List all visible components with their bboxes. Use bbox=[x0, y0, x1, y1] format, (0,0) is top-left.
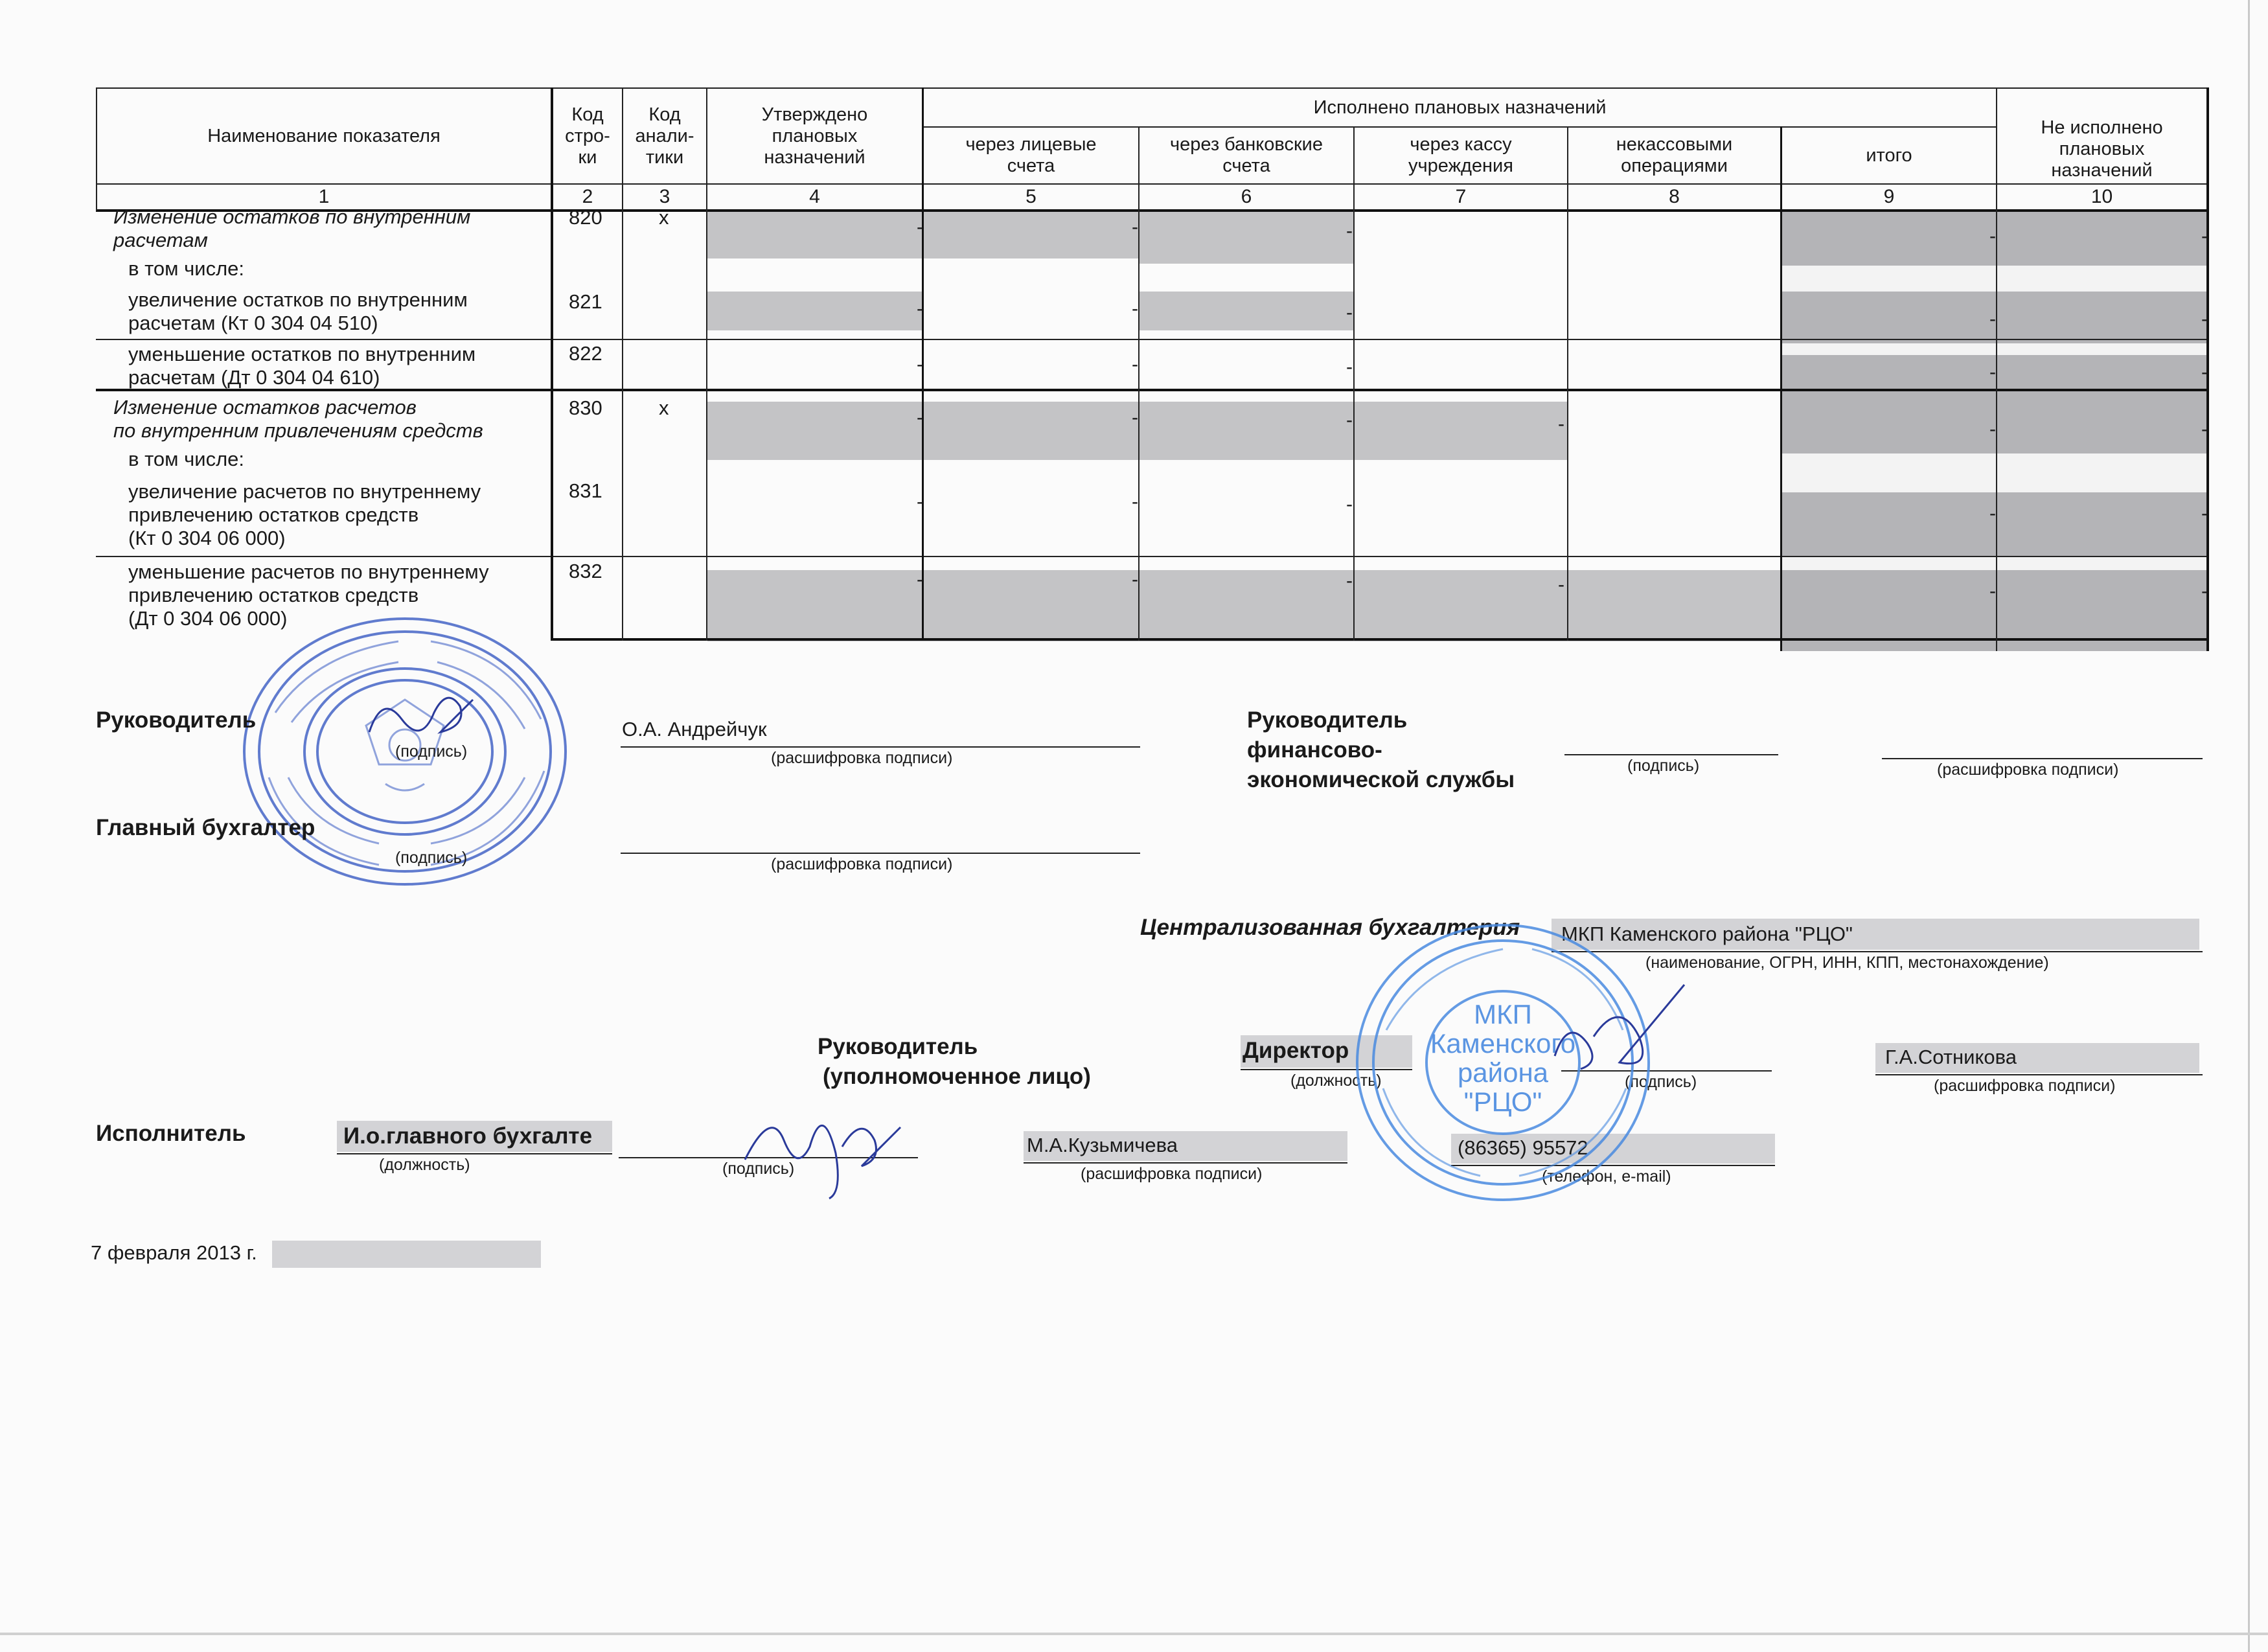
dash-value: - bbox=[2201, 361, 2208, 383]
row-label: Изменение остатков по внутренним bbox=[113, 205, 471, 228]
director-position: Директор bbox=[1243, 1038, 1349, 1063]
col-number: 5 bbox=[1025, 186, 1037, 207]
gap bbox=[1781, 343, 2208, 355]
head-decoding-caption: (расшифровка подписи) bbox=[771, 749, 953, 767]
row-code: 830 bbox=[569, 396, 602, 419]
head-name: О.А. Андрейчук bbox=[622, 718, 767, 740]
col-number: 2 bbox=[582, 186, 593, 207]
col-number: 9 bbox=[1883, 186, 1895, 207]
director-position-caption: (должность) bbox=[1290, 1072, 1382, 1090]
row-label: уменьшение остатков по внутренним bbox=[128, 343, 476, 365]
executor-signature bbox=[732, 1088, 913, 1205]
header-total: итого bbox=[1866, 144, 1912, 166]
underline bbox=[621, 746, 1140, 748]
underline bbox=[1564, 754, 1778, 755]
director-decoding-caption: (расшифровка подписи) bbox=[1934, 1077, 2116, 1095]
col-number: 8 bbox=[1669, 186, 1680, 207]
col-number: 3 bbox=[659, 186, 670, 207]
gap bbox=[1781, 453, 2208, 492]
dash-value: - bbox=[917, 569, 923, 590]
dash-value: - bbox=[1558, 574, 1564, 595]
row-analytic: x bbox=[659, 396, 669, 419]
row-label: в том числе: bbox=[128, 448, 245, 470]
page-edge bbox=[2248, 0, 2250, 1652]
dash-value: - bbox=[1132, 298, 1138, 319]
shade bbox=[1139, 292, 1354, 330]
col-number: 4 bbox=[809, 186, 820, 207]
shade bbox=[923, 402, 1139, 460]
dash-value: - bbox=[917, 216, 923, 238]
rule bbox=[96, 339, 2209, 340]
underline bbox=[1875, 1074, 2203, 1075]
header-via-bank: через банковские счета bbox=[1169, 134, 1323, 176]
shade bbox=[1354, 570, 1568, 641]
row-label: увеличение расчетов по внутреннему bbox=[128, 480, 481, 503]
row-code: 821 bbox=[569, 290, 602, 313]
dash-value: - bbox=[1346, 302, 1353, 323]
dash-value: - bbox=[1989, 361, 1996, 383]
dash-value: - bbox=[1989, 225, 1996, 247]
row-label: привлечению остатков средств bbox=[128, 503, 419, 526]
dash-value: - bbox=[917, 354, 923, 375]
row-label: привлечению остатков средств bbox=[128, 584, 419, 606]
dash-value: - bbox=[1132, 354, 1138, 375]
shade bbox=[707, 292, 923, 330]
underline bbox=[621, 853, 1140, 854]
header-not-executed: Не исполнено плановых назначений bbox=[2041, 117, 2163, 181]
dash-value: - bbox=[2201, 225, 2208, 247]
head-signature-caption: (подпись) bbox=[395, 742, 468, 761]
row-label: уменьшение расчетов по внутреннему bbox=[128, 560, 489, 583]
gap bbox=[1781, 266, 2208, 292]
col-number: 1 bbox=[318, 186, 330, 207]
shade bbox=[1139, 212, 1354, 264]
executor-phone: (86365) 95572 bbox=[1458, 1136, 1588, 1159]
central-accounting-name: МКП Каменского района "РЦО" bbox=[1561, 923, 1853, 945]
report-date: 7 февраля 2013 г. bbox=[91, 1241, 257, 1264]
dash-value: - bbox=[2201, 580, 2208, 602]
underline bbox=[1882, 758, 2203, 759]
dash-value: - bbox=[1989, 419, 1996, 440]
rco-stamp-line: Каменского bbox=[1430, 1028, 1576, 1059]
shade bbox=[707, 212, 923, 258]
dash-value: - bbox=[1346, 570, 1353, 591]
underline bbox=[337, 1153, 612, 1154]
fin-head-label-1: Руководитель bbox=[1247, 707, 1408, 733]
shade bbox=[707, 570, 923, 641]
director-name: Г.А.Сотникова bbox=[1885, 1046, 2017, 1068]
row-label: Изменение остатков расчетов bbox=[113, 396, 417, 419]
rco-stamp-line: "РЦО" bbox=[1463, 1086, 1542, 1117]
row-label: расчетам (Дт 0 304 04 610) bbox=[128, 366, 380, 389]
dash-value: - bbox=[2201, 503, 2208, 524]
col-number: 10 bbox=[2090, 186, 2113, 207]
dash-value: - bbox=[1346, 356, 1353, 378]
authorized-label-2: (уполномоченное лицо) bbox=[823, 1064, 1091, 1089]
rule bbox=[96, 183, 2209, 185]
shade bbox=[1568, 570, 1781, 641]
row-code: 822 bbox=[569, 342, 602, 365]
row-code: 832 bbox=[569, 560, 602, 582]
shade bbox=[923, 570, 1139, 641]
fin-head-label-2: финансово- bbox=[1247, 737, 1382, 763]
executor-label: Исполнитель bbox=[96, 1121, 246, 1146]
header-via-personal: через лицевые счета bbox=[965, 134, 1097, 176]
head-label: Руководитель bbox=[96, 707, 257, 733]
rule bbox=[551, 638, 2209, 641]
row-code: 820 bbox=[569, 206, 602, 229]
row-label: (Кт 0 304 06 000) bbox=[128, 527, 286, 549]
row-code: 831 bbox=[569, 479, 602, 502]
dash-value: - bbox=[2201, 419, 2208, 440]
chief-signature-caption: (подпись) bbox=[395, 849, 468, 867]
dash-value: - bbox=[1346, 409, 1353, 431]
dash-value: - bbox=[1346, 494, 1353, 515]
executor-decoding-caption: (расшифровка подписи) bbox=[1081, 1165, 1263, 1183]
director-signature-caption: (подпись) bbox=[1625, 1073, 1697, 1091]
director-signature bbox=[1542, 972, 1697, 1082]
dash-value: - bbox=[917, 491, 923, 512]
dash-value: - bbox=[1346, 220, 1353, 242]
fin-head-label-3: экономической службы bbox=[1247, 767, 1515, 792]
shade bbox=[1139, 402, 1354, 460]
row-analytic: x bbox=[659, 206, 669, 229]
central-accounting-label: Централизованная бухгалтерия bbox=[1140, 915, 1520, 940]
shade bbox=[1354, 402, 1568, 460]
shade bbox=[1139, 570, 1354, 641]
rco-stamp-line: МКП bbox=[1474, 999, 1532, 1029]
rule bbox=[96, 556, 2209, 557]
row-label: увеличение остатков по внутренним bbox=[128, 288, 468, 311]
row-label: расчетам bbox=[113, 229, 208, 251]
underline bbox=[1024, 1162, 1347, 1164]
row-label: в том числе: bbox=[128, 257, 245, 280]
header-code-analytics: Код анали- тики bbox=[635, 104, 694, 168]
dash-value: - bbox=[2201, 308, 2208, 330]
header-name: Наименование показателя bbox=[207, 125, 441, 146]
dash-value: - bbox=[917, 298, 923, 319]
phone-caption: (телефон, e-mail) bbox=[1542, 1167, 1671, 1186]
page-edge bbox=[0, 1633, 2268, 1635]
head-signature bbox=[363, 680, 479, 751]
dash-value: - bbox=[1558, 413, 1564, 435]
executor-name: М.А.Кузьмичева bbox=[1027, 1134, 1178, 1156]
header-executed: Исполнено плановых назначений bbox=[1313, 97, 1607, 118]
dash-value: - bbox=[1132, 407, 1138, 428]
fin-signature-caption: (подпись) bbox=[1627, 757, 1700, 775]
executor-position-caption: (должность) bbox=[379, 1156, 470, 1174]
header-code-row: Код стро- ки bbox=[565, 104, 610, 168]
chief-accountant-label: Главный бухгалтер bbox=[96, 815, 315, 840]
header-approved: Утверждено плановых назначений bbox=[761, 104, 868, 168]
header-non-cash: некассовыми операциями bbox=[1616, 134, 1733, 176]
gap bbox=[1781, 556, 2208, 570]
dash-value: - bbox=[1989, 503, 1996, 524]
executor-position: И.о.главного бухгалте bbox=[343, 1123, 593, 1149]
row-label: расчетам (Кт 0 304 04 510) bbox=[128, 312, 378, 334]
shade bbox=[707, 402, 923, 460]
col-number: 7 bbox=[1455, 186, 1467, 207]
rco-stamp-line: района bbox=[1457, 1057, 1549, 1088]
header-via-cash: через кассу учреждения bbox=[1408, 134, 1513, 176]
dash-value: - bbox=[1989, 308, 1996, 330]
dash-value: - bbox=[1132, 216, 1138, 238]
row-label: по внутренним привлечениям средств bbox=[113, 419, 483, 442]
shade bbox=[923, 212, 1139, 258]
chief-decoding-caption: (расшифровка подписи) bbox=[771, 855, 953, 873]
executor-signature-caption: (подпись) bbox=[722, 1160, 795, 1178]
grey-field bbox=[272, 1241, 541, 1268]
fin-decoding-caption: (расшифровка подписи) bbox=[1937, 761, 2119, 779]
rule bbox=[96, 389, 2209, 391]
dash-value: - bbox=[1989, 580, 1996, 602]
dash-value: - bbox=[917, 407, 923, 428]
dash-value: - bbox=[1132, 569, 1138, 590]
central-accounting-caption: (наименование, ОГРН, ИНН, КПП, местонахождение) bbox=[1645, 954, 2049, 972]
authorized-label-1: Руководитель bbox=[818, 1034, 978, 1059]
row-label: (Дт 0 304 06 000) bbox=[128, 607, 288, 630]
dash-value: - bbox=[1132, 491, 1138, 512]
col-number: 6 bbox=[1241, 186, 1252, 207]
